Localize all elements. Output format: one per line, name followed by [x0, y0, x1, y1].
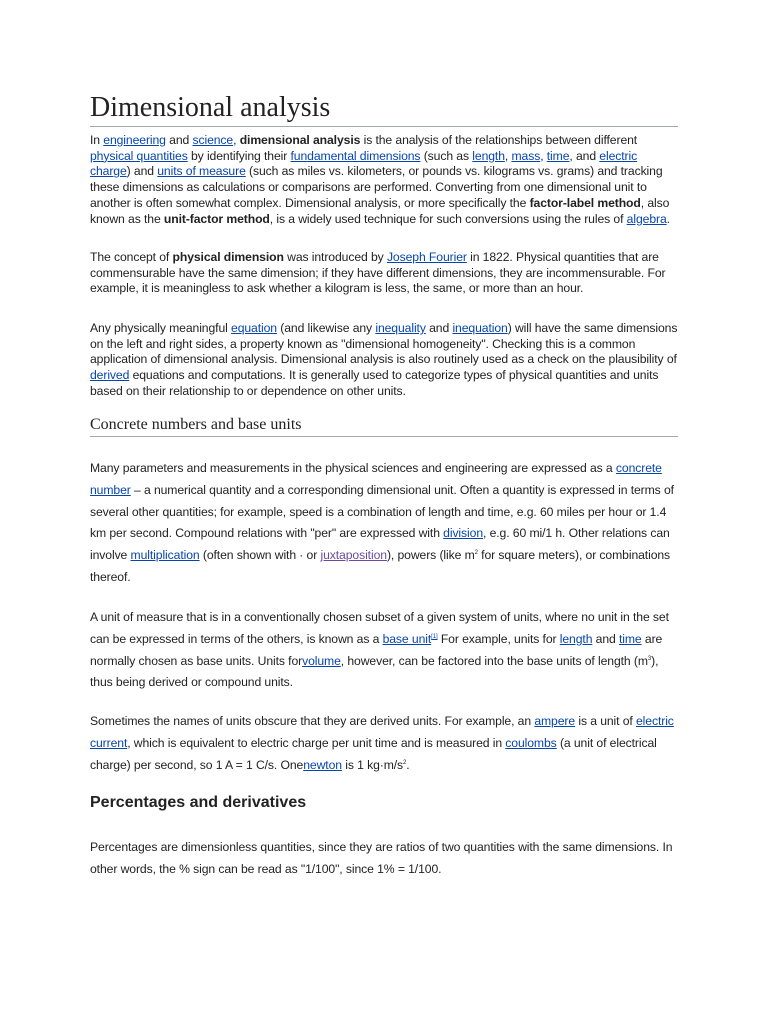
page-title: Dimensional analysis [90, 90, 678, 127]
term-unit-factor-method: unit-factor method [163, 211, 270, 226]
link-physical-quantities[interactable]: physical quantities [90, 148, 188, 163]
link-algebra[interactable]: algebra [626, 211, 667, 226]
link-electric-charge[interactable]: electric charge [90, 148, 638, 179]
link-time[interactable]: time [546, 148, 570, 163]
link-newton[interactable]: newton [303, 757, 342, 772]
link-division[interactable]: division [443, 526, 484, 541]
intro-paragraph-1: In engineering and science, dimensional analysis is the analysis of the relationships between different physical quantities by identifying their fundamental dimensions (such as length, mass, time, and electric charge) and units of measure (such as miles vs. kilometers, or pounds vs. kilograms vs. grams) and tracking these dimensions as calculations or comparisons are performed. Converting from one dimensional unit to another is often somewhat complex. Dimensional analysis, or more specifically the factor-label method, also known as the unit-factor method, is a widely used technique for such conversions using the rules of algebra. [90, 133, 670, 226]
section1-paragraph-1: Many parameters and measurements in the physical sciences and engineering are expressed as a concrete number – a numerical quantity and a corresponding dimensional unit. Often a quantity is expressed in terms of several other quantities; for example, speed is a combination of length and time, e.g. 60 miles per hour or 1.4 km per second. Compound relations with "per" are expressed with division, e.g. 60 mi/1 h. Other relations can involve multiplication (often shown with · or juxtaposition), powers (like $m^2$ for square meters), or combinations thereof. [90, 461, 674, 584]
link-juxtaposition[interactable]: juxtaposition [320, 548, 387, 563]
link-base-unit[interactable]: base unit [382, 631, 432, 646]
link-inequation[interactable]: inequation [452, 321, 508, 335]
link-concrete-number[interactable]: concrete number [90, 461, 662, 497]
link-ampere[interactable]: ampere [534, 714, 576, 728]
link-science[interactable]: science [192, 133, 234, 147]
section1-paragraph-2: A unit of measure that is in a conventionally chosen subset of a given system of units, where no unit in the set can be expressed in terms of the others, is known as a base unit[1] For example, units for length and time are normally chosen as base units. Units forvolume, however, can be factored into the base units of length $(m^3)$, thus being derived or compound units. [90, 610, 669, 690]
section-heading-concrete-numbers: Concrete numbers and base units [90, 414, 678, 437]
link-length-2[interactable]: length [559, 631, 593, 646]
link-mass[interactable]: mass [511, 148, 541, 163]
link-equation[interactable]: equation [231, 321, 277, 335]
section1-paragraph-3: Sometimes the names of units obscure that they are derived units. For example, an ampere is a unit of electric current, which is equivalent to electric charge per unit time and is measured in coulombs (a unit of electrical charge) per second, so 1 A = 1 C/s. Onenewton is 1 $kg\cdot m/s^2$. [90, 714, 674, 772]
link-coulombs[interactable]: coulombs [505, 735, 557, 750]
link-joseph-fourier[interactable]: Joseph Fourier [386, 250, 467, 264]
link-fundamental-dimensions[interactable]: fundamental dimensions [290, 148, 421, 163]
section-heading-percentages: Percentages and derivatives [90, 794, 307, 811]
intro-paragraph-2: The concept of physical dimension was introduced by Joseph Fourier in 1822. Physical quantities that are commensurable have the same dimension; if they have different dimensions, they are incommensurable. For example, it is meaningless to ask whether a kilogram is less, the same, or more than an hour. [90, 250, 666, 296]
intro-paragraph-3: Any physically meaningful equation (and likewise any inequality and inequation) will have the same dimensions on the left and right sides, a property known as "dimensional homogeneity". Checking this is a common application of dimensional analysis. Dimensional analysis is also routinely used as a check on the plausibility of derived equations and computations. It is generally used to categorize types of physical quantities and units based on their relationship to or dependence on other units. [90, 321, 678, 398]
link-volume[interactable]: volume [302, 653, 341, 668]
link-electric-current[interactable]: electric current [90, 714, 674, 750]
section2-paragraph-1: Percentages are dimensionless quantities, since they are ratios of two quantities with the same dimensions. In other words, the % sign can be read as "1/100", since 1% = 1/100. [90, 840, 673, 876]
citation-1[interactable]: [1] [431, 633, 438, 640]
link-multiplication[interactable]: multiplication [130, 548, 200, 563]
link-units-of-measure[interactable]: units of measure [157, 164, 246, 179]
link-inequality[interactable]: inequality [375, 321, 426, 335]
term-dimensional-analysis: dimensional analysis [239, 133, 361, 147]
link-time-2[interactable]: time [618, 631, 642, 646]
link-length[interactable]: length [472, 148, 505, 163]
link-derived[interactable]: derived [90, 368, 130, 383]
link-engineering[interactable]: engineering [103, 133, 166, 147]
term-physical-dimension: physical dimension [172, 250, 284, 264]
term-factor-label-method: factor-label method [529, 195, 641, 210]
